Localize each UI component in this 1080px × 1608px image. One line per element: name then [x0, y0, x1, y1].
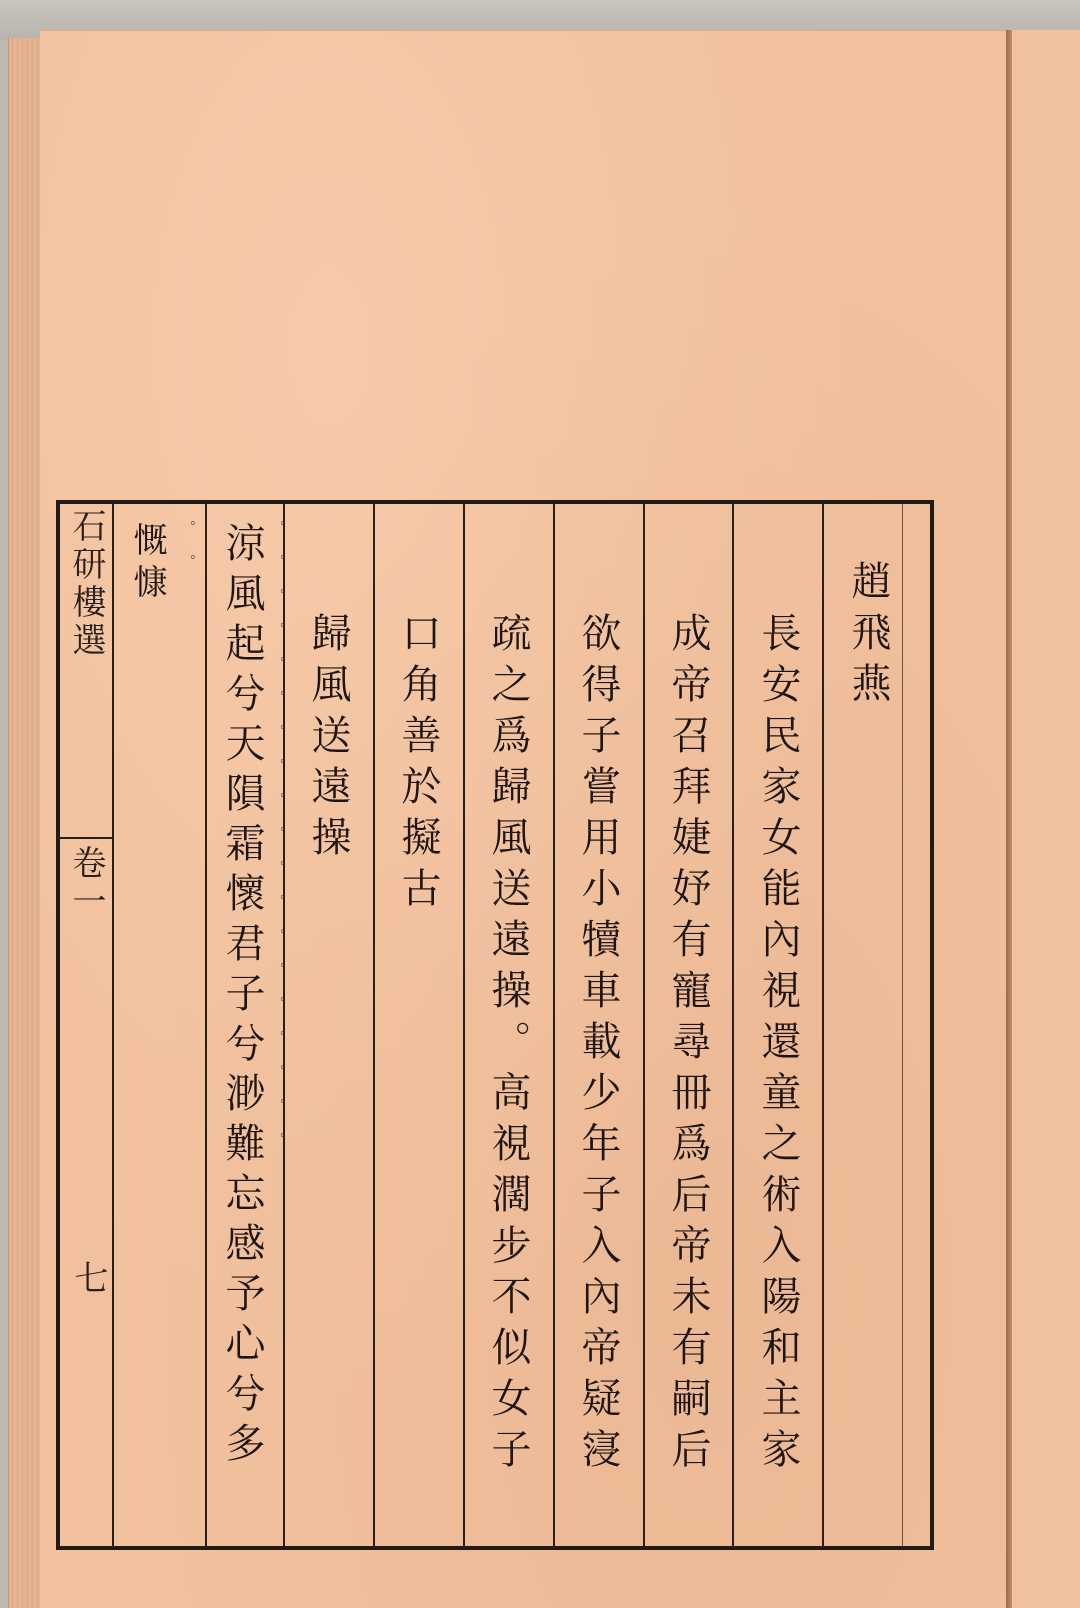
text-column: 成帝召拜婕妤有寵尋冊爲后帝未有嗣后	[665, 612, 711, 1479]
facing-page	[1012, 30, 1080, 1608]
column-rule	[112, 504, 114, 1546]
column-rule	[643, 504, 645, 1546]
column-rule	[822, 504, 824, 1546]
column-rule	[373, 504, 375, 1546]
punctuation-circles: 。。	[180, 520, 196, 595]
text-column-poem-title: 歸風送遠操	[305, 612, 351, 867]
column-rule	[205, 504, 207, 1546]
margin-divider	[58, 837, 112, 839]
text-column: 口角善於擬古	[395, 612, 441, 918]
text-column-title: 趙飛燕	[845, 560, 891, 713]
column-rule	[902, 504, 903, 1546]
column-rule	[553, 504, 555, 1546]
margin-title: 石研樓選	[66, 508, 106, 660]
column-rule	[463, 504, 465, 1546]
punctuation-circles: 。。。。。。。。。。。。。。。。。。。	[270, 520, 286, 1173]
margin-page-number: 七	[68, 1260, 108, 1298]
margin-juan: 卷一	[66, 845, 106, 921]
text-column: 長安民家女能內視還童之術入陽和主家	[755, 612, 801, 1479]
column-rule	[732, 504, 734, 1546]
text-column: 疏之爲歸風送遠操。高視濶步不似女子	[485, 612, 531, 1479]
text-column-poem-end: 慨慷	[127, 522, 167, 606]
text-column: 欲得子嘗用小犢車載少年子入內帝疑寖	[575, 612, 621, 1479]
text-column-poem: 涼風起兮天隕霜懷君子兮渺難忘感予心兮多	[219, 522, 265, 1472]
